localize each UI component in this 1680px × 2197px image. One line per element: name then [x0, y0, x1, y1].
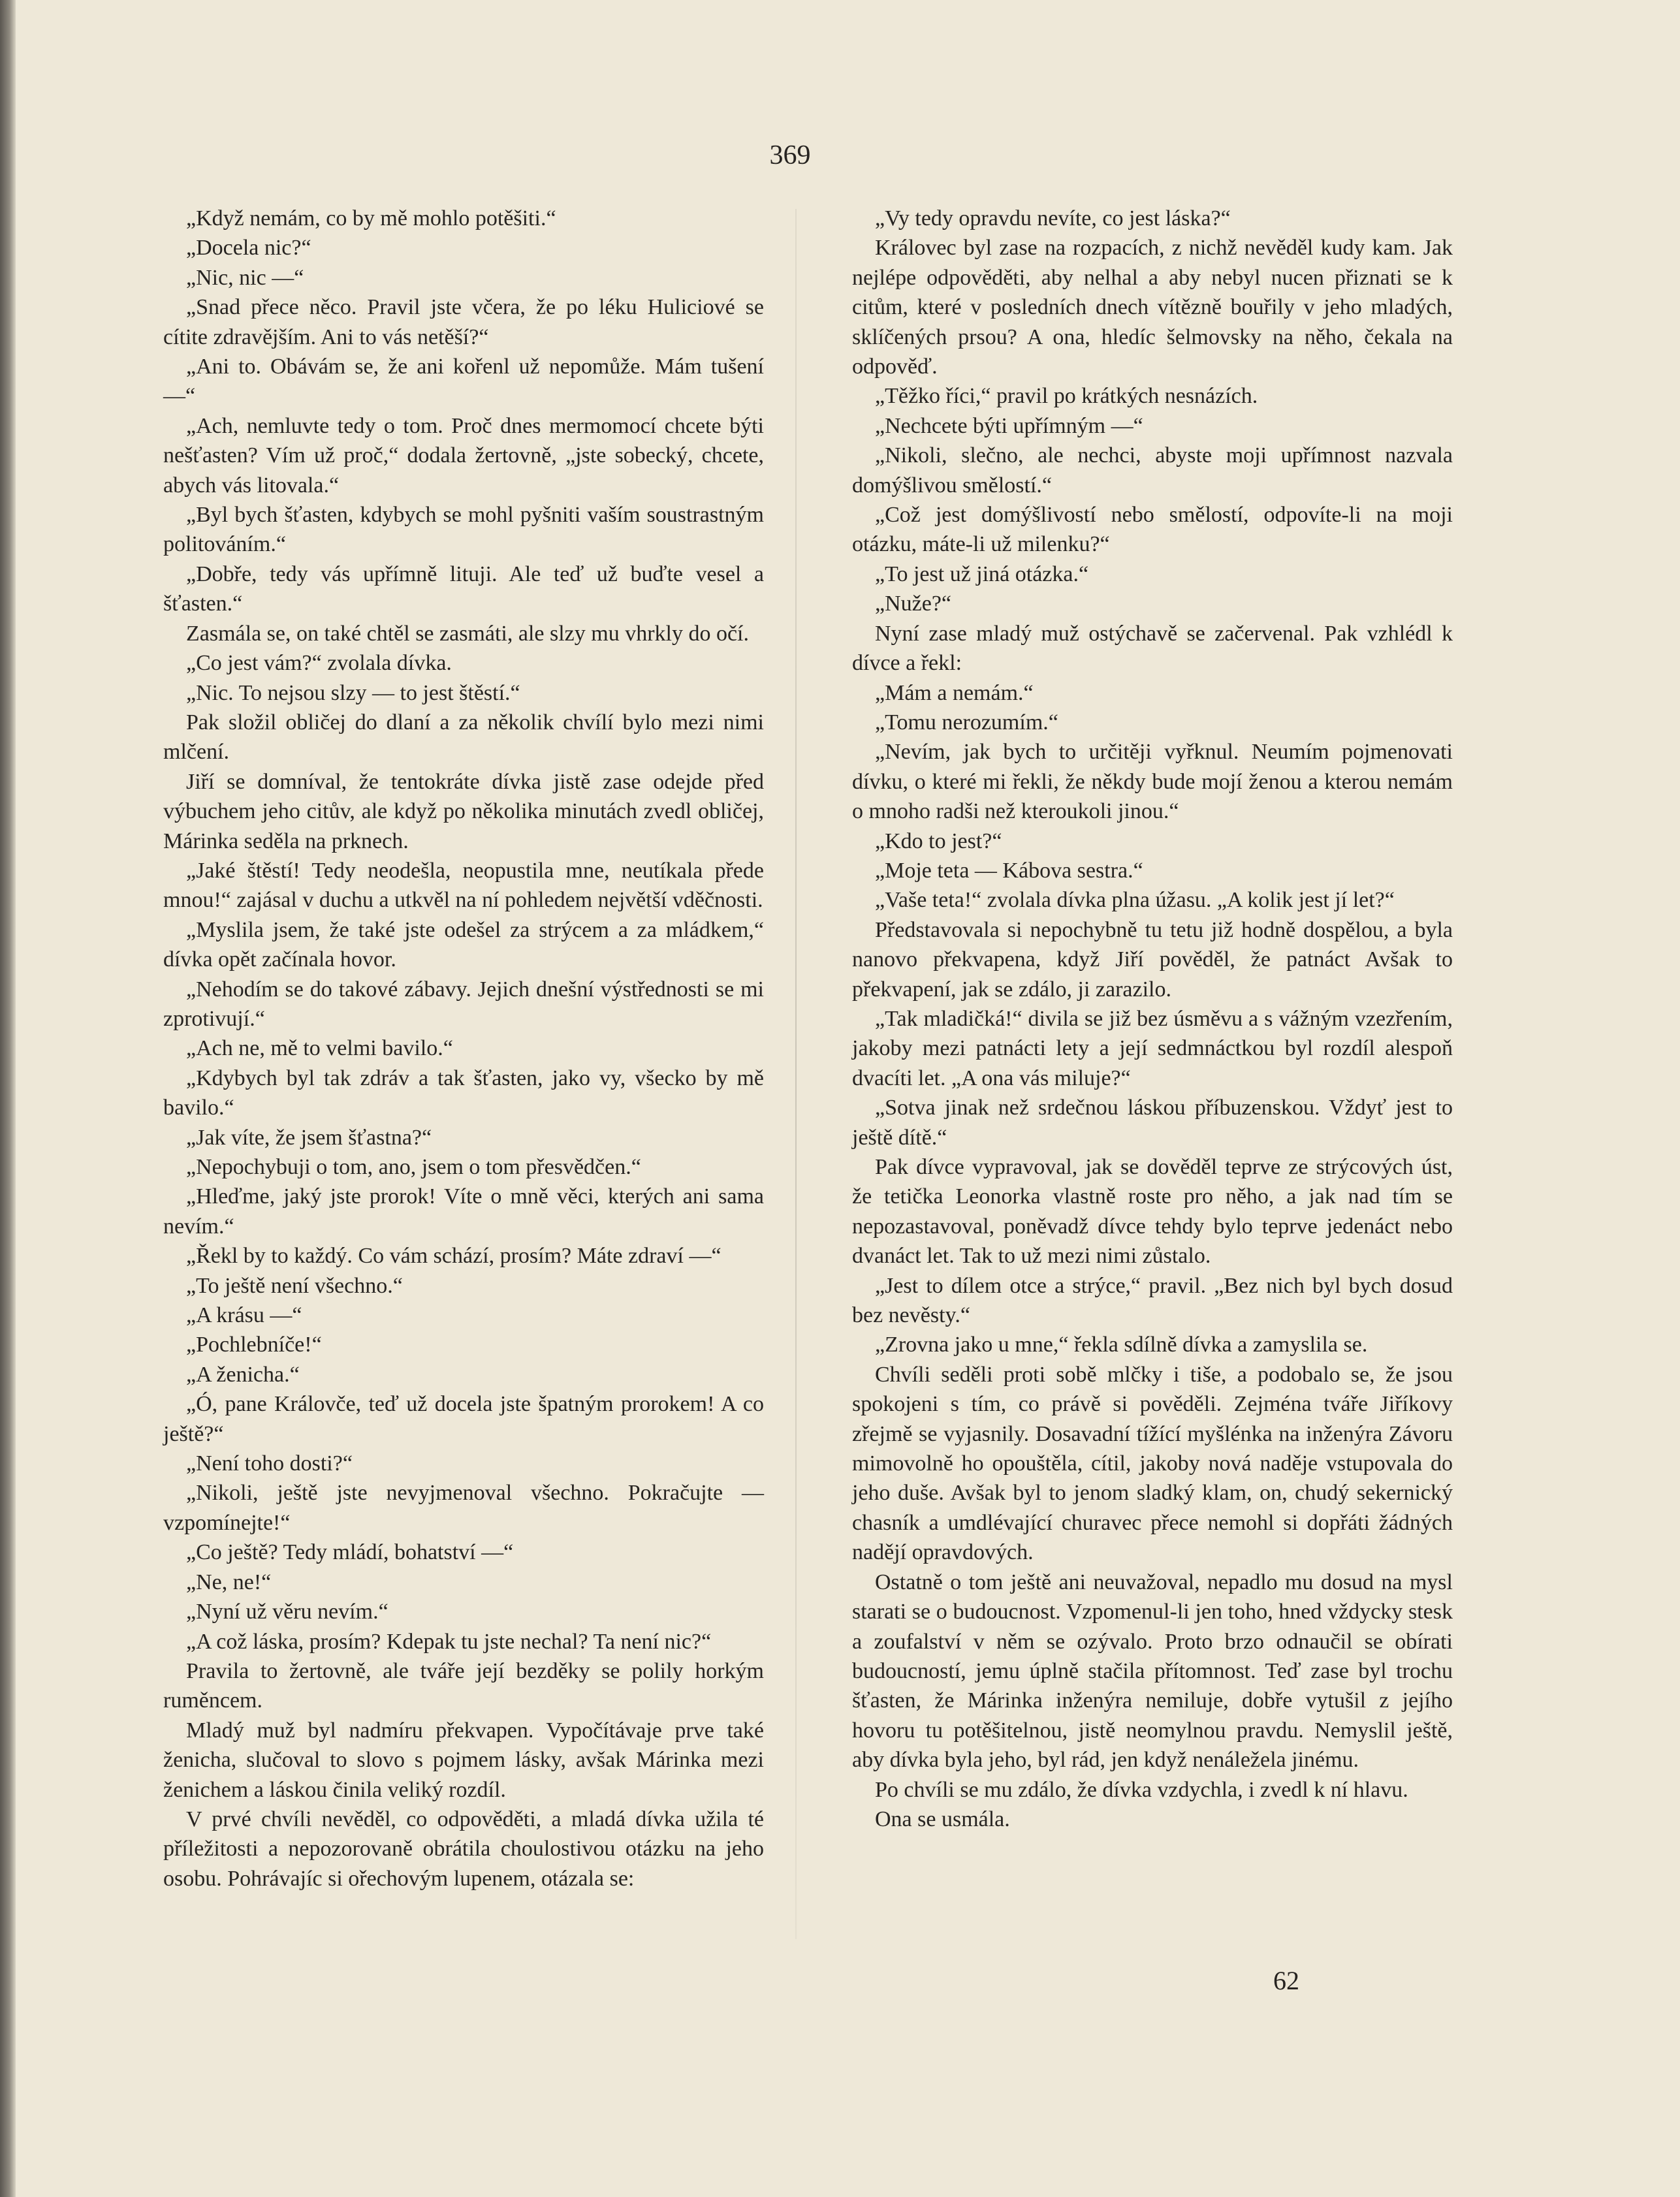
paragraph: Pravila to žertovně, ale tváře její bezděky se polily horkým ruměncem. [163, 1658, 764, 1713]
paragraph: „Docela nic?“ [186, 236, 311, 261]
paragraph: Ona se usmála. [875, 1807, 1010, 1831]
paragraph: „Nic. To nejsou slzy — to jest štěstí.“ [186, 680, 520, 705]
paragraph: „Když nemám, co by mě mohlo potěšiti.“ [186, 206, 556, 230]
paragraph: „Nuže?“ [875, 592, 952, 616]
paragraph: „Jaké štěstí! Tedy neodešla, neopustila mne, neutíkala přede mnou!“ zajásal v duchu a utkvěl na ní pohledem největší vděčnosti. [163, 858, 764, 913]
paragraph: „A což láska, prosím? Kdepak tu jste nechal? Ta není nic?“ [186, 1629, 712, 1654]
paragraph: Představovala si nepochybně tu tetu již hodně dospělou, a byla nanovo překvapena, když Jiří pověděl, že patnáct Avšak to překvapení, jak se zdálo, ji zarazilo. [852, 917, 1453, 1002]
paragraph: „Byl bych šťasten, kdybych se mohl pyšniti vaším soustrastným politováním.“ [163, 503, 764, 557]
paragraph: „Ani to. Obávám se, že ani kořenl už nepomůže. Mám tušení —“ [163, 355, 764, 409]
paragraph: „To jest už jiná otázka.“ [875, 561, 1089, 586]
paragraph: Ostatně o tom ještě ani neuvažoval, nepadlo mu dosud na mysl starati se o budoucnost. Vzpomenul-li jen toho, hned vždycky stesk a zoufalství v něm se ozývalo. Proto brzo odnaučil se obírati budoucností, jemu úplně stačila přítomnost. Teď zase byl trochu šťasten, že Márinka inženýra nemiluje, dobře vytušil z jejího hovoru tu potěšitelnou, jistě neomylnou pravdu. Nemyslil ještě, aby dívka byla jeho, byl rád, jen když nenáležela jinému. [852, 1570, 1453, 1773]
paragraph: Mladý muž byl nadmíru překvapen. Vypočítávaje prve také ženicha, slučoval to slovo s pojmem lásky, avšak Márinka mezi ženichem a láskou činila veliký rozdíl. [163, 1718, 764, 1802]
paragraph: Pak složil obličej do dlaní a za několik chvílí bylo mezi nimi mlčení. [163, 710, 764, 765]
paragraph: V prvé chvíli nevěděl, co odpověděti, a mladá dívka užila té příležitosti a nepozorovaně obrátila choulostivou otázku na jeho osobu. Pohrávajíc si ořechovým lupenem, otázala se: [163, 1807, 764, 1891]
paragraph: „Moje teta — Kábova sestra.“ [875, 858, 1143, 883]
paragraph: „Vaše teta!“ zvolala dívka plna úžasu. „A kolik jest jí let?“ [875, 888, 1395, 913]
paragraph: „Nikoli, ještě jste nevyjmenoval všechno. Pokračujte — vzpomínejte!“ [163, 1481, 764, 1535]
signature-mark: 62 [1273, 1966, 1299, 1995]
paragraph: „Nyní už věru nevím.“ [186, 1600, 388, 1624]
paragraph: „Nepochybuji o tom, ano, jsem o tom přesvědčen.“ [186, 1155, 641, 1179]
paragraph: „Hleďme, jaký jste prorok! Víte o mně věci, kterých ani sama nevím.“ [163, 1184, 764, 1239]
paragraph: „Ach ne, mě to velmi bavilo.“ [186, 1036, 453, 1061]
book-spine-edge [0, 0, 16, 2197]
paragraph: „Nechcete býti upřímným —“ [875, 413, 1143, 438]
paragraph: „Ne, ne!“ [186, 1570, 272, 1594]
paragraph: „Nevím, jak bych to určitěji vyřknul. Neumím pojmenovati dívku, o které mi řekli, že někdy bude mojí ženou a kterou nemám o mnoho radši než kteroukoli jinou.“ [852, 740, 1453, 824]
left-column [163, 204, 764, 1893]
paragraph: „Vy tedy opravdu nevíte, co jest láska?“ [875, 206, 1231, 230]
paragraph: Královec byl zase na rozpacích, z nichž nevěděl kudy kam. Jak nejlépe odpověděti, aby nelhal a aby nebyl nucen přiznati se k citům, které v posledních dnech vítězně bouřily v jeho mladých, sklíčených prsou? A ona, hledíc šelmovsky na něho, čekala na odpověď. [852, 236, 1453, 379]
paragraph: Chvíli seděli proti sobě mlčky i tiše, a podobalo se, že jsou spokojeni s tím, co právě si pověděli. Zejména tváře Jiříkovy zřejmě se vyjasnily. Dosavadní tížící myšlénka na inženýra Závoru mimovolně ho opouštěla, cítil, jakoby nová naděje vstupovala do jeho duše. Avšak byl to jenom sladký klam, on, chudý sekernický chasník a umdlévající churavec přece nemohl si dopřáti žádných nadějí opravdových. [852, 1362, 1453, 1565]
paragraph: „Tomu nerozumím.“ [875, 710, 1058, 735]
paragraph: „Kdybych byl tak zdráv a tak šťasten, jako vy, všecko by mě bavilo.“ [163, 1066, 764, 1120]
right-column [852, 204, 1453, 1834]
paragraph: „Řekl by to každý. Co vám schází, prosím? Máte zdraví —“ [186, 1244, 721, 1269]
paragraph: „Jak víte, že jsem šťastna?“ [186, 1125, 432, 1150]
paragraph: Pak dívce vypravoval, jak se dověděl teprve ze strýcových úst, že tetička Leonorka vlastně roste pro něho, a jak nad tím se nepozastavoval, poněvadž dívce tehdy bylo teprve jedenáct nebo dvanáct let. Tak to už mezi nimi zůstalo. [852, 1155, 1453, 1269]
paragraph: „Myslila jsem, že také jste odešel za strýcem a za mládkem,“ dívka opět začínala hovor. [163, 917, 764, 972]
paragraph: „Pochlebníče!“ [186, 1333, 322, 1357]
paragraph: „Ach, nemluvte tedy o tom. Proč dnes mermomocí chcete býti nešťasten? Vím už proč,“ dodala žertovně, „jste sobecký, chcete, abych vás litovala.“ [163, 413, 764, 498]
paragraph: „Mám a nemám.“ [875, 680, 1034, 705]
paragraph: „Nehodím se do takové zábavy. Jejich dnešní výstřednosti se mi zprotivují.“ [163, 977, 764, 1031]
paragraph: „Těžko říci,“ pravil po krátkých nesnázích. [875, 384, 1258, 409]
column-gutter [795, 209, 797, 1939]
paragraph: „Což jest domýšlivostí nebo smělostí, odpovíte-li na moji otázku, máte-li už milenku?“ [852, 503, 1453, 557]
paragraph: Nyní zase mladý muž ostýchavě se začervenal. Pak vzhlédl k dívce a řekl: [852, 621, 1453, 676]
paragraph: Po chvíli se mu zdálo, že dívka vzdychla, i zvedl k ní hlavu. [875, 1777, 1408, 1802]
paragraph: „Snad přece něco. Pravil jste včera, že po léku Huliciové se cítite zdravějším. Ani to vás netěší?“ [163, 295, 764, 349]
paragraph: „Tak mladičká!“ divila se již bez úsměvu a s vážným vzezřením, jakoby mezi patnácti lety a její sedmnáctkou byl rozdíl alespoň dvacíti let. „A ona vás miluje?“ [852, 1006, 1453, 1090]
paragraph: „Kdo to jest?“ [875, 829, 1002, 853]
page-number: 369 [769, 140, 811, 170]
paragraph: „Nic, nic —“ [186, 265, 304, 290]
paragraph: „Není toho dosti?“ [186, 1451, 353, 1476]
paragraph: „Co ještě? Tedy mládí, bohatství —“ [186, 1540, 514, 1565]
paragraph: „A ženicha.“ [186, 1362, 300, 1387]
paragraph: „Zrovna jako u mne,“ řekla sdílně dívka a zamyslila se. [875, 1333, 1368, 1357]
paragraph: „Nikoli, slečno, ale nechci, abyste moji upřímnost nazvala domýšlivou smělostí.“ [852, 443, 1453, 498]
paragraph: Jiří se domníval, že tentokráte dívka jistě zase odejde před výbuchem jeho citův, ale když po několika minutách zvedl obličej, Márinka seděla na prknech. [163, 769, 764, 853]
paragraph: „Ó, pane Královče, teď už docela jste špatným prorokem! A co ještě?“ [163, 1392, 764, 1446]
paragraph: „A krásu —“ [186, 1303, 302, 1328]
paragraph: „Jest to dílem otce a strýce,“ pravil. „Bez nich byl bych dosud bez nevěsty.“ [852, 1273, 1453, 1328]
paragraph: Zasmála se, on také chtěl se zasmáti, ale slzy mu vhrkly do očí. [186, 621, 750, 646]
paragraph: „Co jest vám?“ zvolala dívka. [186, 651, 452, 676]
paragraph: „To ještě není všechno.“ [186, 1273, 403, 1298]
paragraph: „Dobře, tedy vás upřímně lituji. Ale teď už buďte vesel a šťasten.“ [163, 561, 764, 616]
paragraph: „Sotva jinak než srdečnou láskou příbuzenskou. Vždyť jest to ještě dítě.“ [852, 1096, 1453, 1150]
